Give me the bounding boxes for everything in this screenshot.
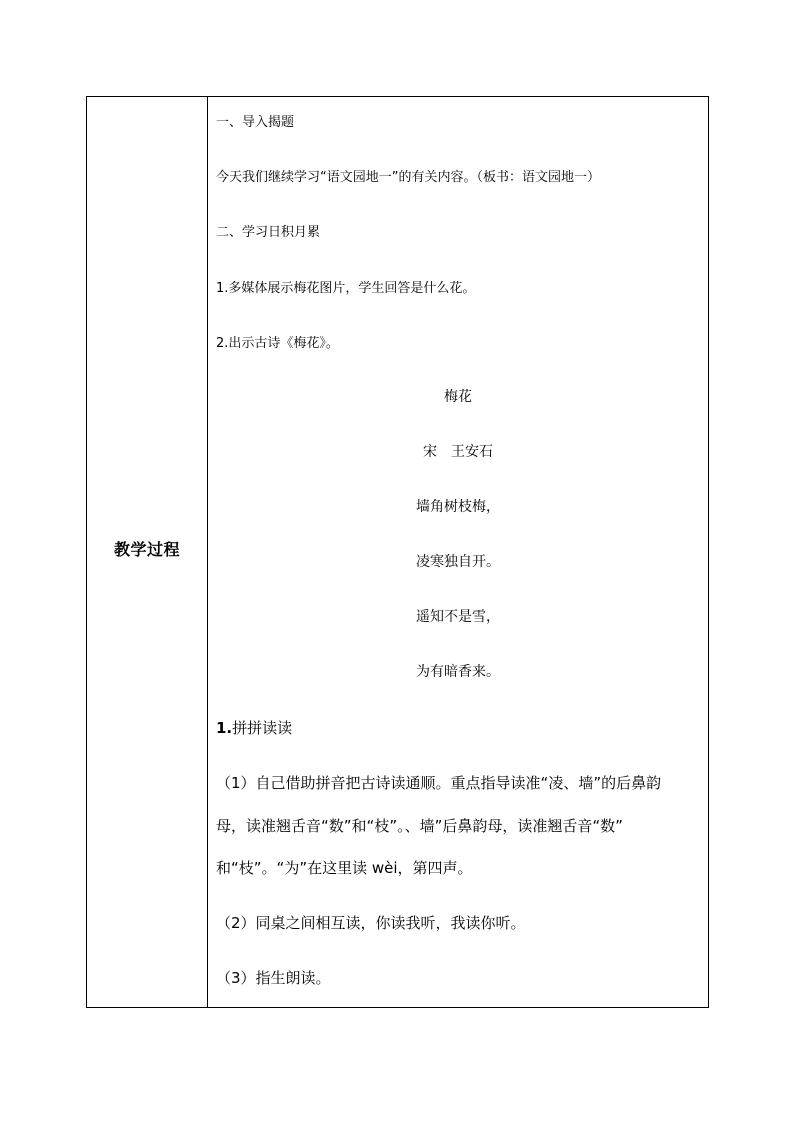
poem-line-3: 遥知不是雪， [416, 609, 500, 625]
paragraph-2: （2）同桌之间相互读，你读我听，我读你听。 [216, 914, 526, 932]
paragraph-1-line-1: （1）自己借助拼音把古诗读通顺。重点指导读准“凌、墙”的后鼻韵 [216, 774, 662, 792]
paragraph-1-line-2: 母，读准翘舌音“数”和“枝”。、墙”后鼻韵母，读准翘舌音“数” [216, 817, 623, 835]
section-1-text: 今天我们继续学习“语文园地一”的有关内容。（板书：语文园地一） [216, 170, 600, 185]
poem-title: 梅花 [444, 389, 472, 405]
step-1: 1.多媒体展示梅花图片，学生回答是什么花。 [216, 281, 476, 296]
poem-line-1: 墙角树枝梅， [416, 499, 500, 515]
content-cell [208, 97, 708, 1007]
section-1-title: 一、导入揭题 [216, 115, 295, 130]
paragraph-1-line-3: 和“枝”。“为”在这里读 wèi，第四声。 [216, 859, 473, 877]
lesson-table [86, 96, 709, 1008]
poem-author: 宋 王安石 [423, 444, 493, 460]
subsection-1-title [216, 717, 292, 738]
poem-line-2: 凌寒独自开。 [416, 554, 500, 570]
subsection-1-number: 1. [216, 719, 233, 737]
subsection-1-label: 拼拼读读 [232, 719, 293, 737]
poem-line-4: 为有暗香来。 [416, 664, 500, 680]
step-2: 2.出示古诗《梅花》。 [216, 336, 339, 351]
paragraph-3: （3）指生朗读。 [216, 969, 331, 987]
section-2-title: 二、学习日积月累 [216, 225, 321, 240]
row-label: 教学过程 [113, 540, 180, 559]
